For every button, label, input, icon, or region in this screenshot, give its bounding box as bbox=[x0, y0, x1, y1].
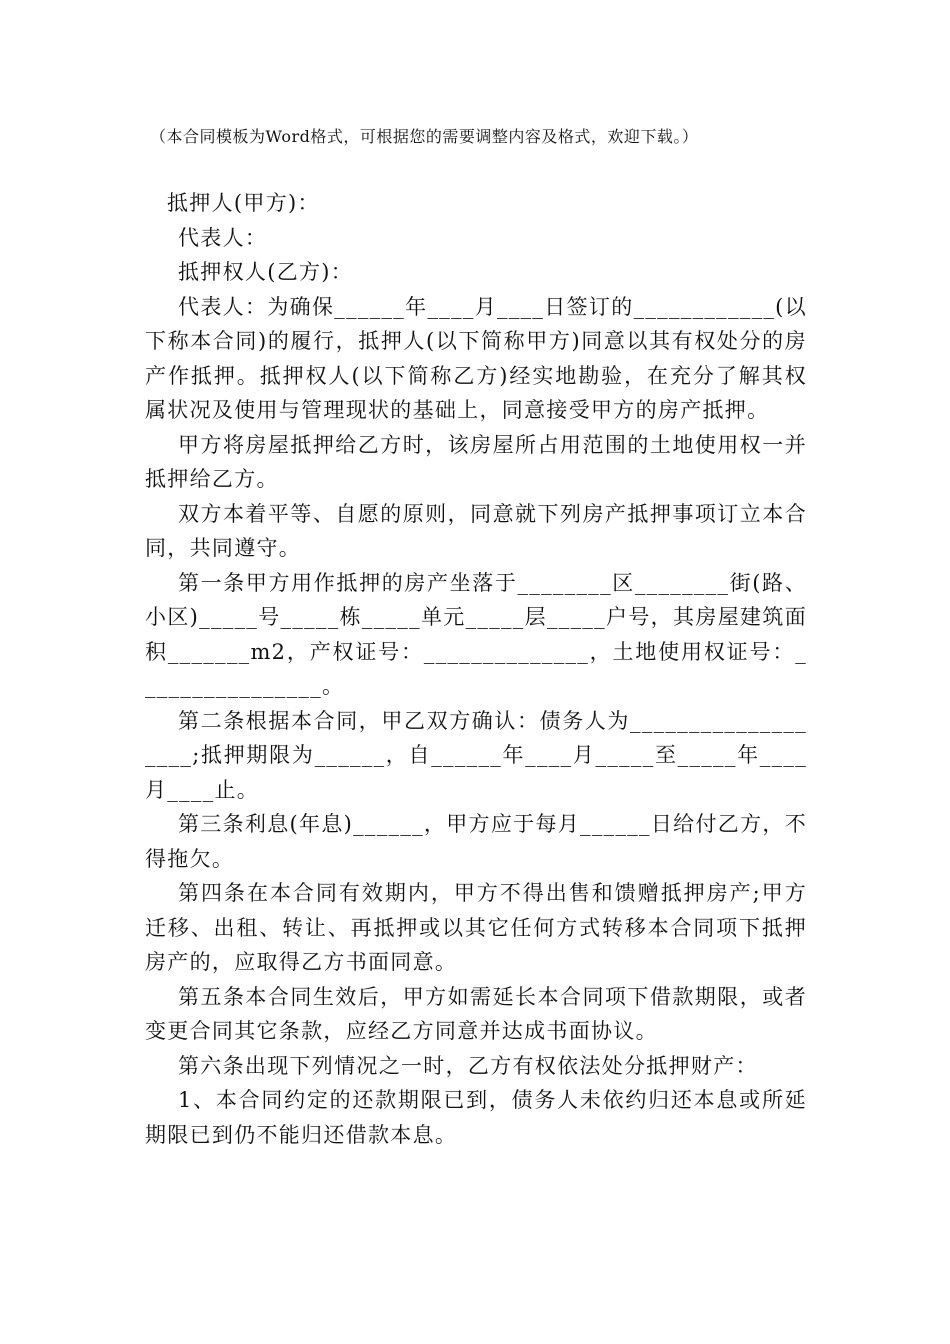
land-use-paragraph: 甲方将房屋抵押给乙方时，该房屋所占用范围的土地使用权一并抵押给乙方。 bbox=[145, 432, 807, 491]
mortgagee-line: 抵押权人(乙方)： bbox=[178, 260, 354, 284]
article-2: 第二条根据本合同，甲乙双方确认：债务人为___________________;抵押期限为______，自______年____月_____至_____年____月____止。 bbox=[145, 708, 807, 802]
principle-paragraph: 双方本着平等、自愿的原则，同意就下列房产抵押事项订立本合同，共同遵守。 bbox=[145, 501, 807, 560]
article-5: 第五条本合同生效后，甲方如需延长本合同项下借款期限，或者变更合同其它条款，应经乙方同意并达成书面协议。 bbox=[145, 984, 807, 1043]
contract-body bbox=[145, 186, 807, 1152]
representative-line-a: 代表人： bbox=[178, 225, 268, 250]
article-3: 第三条利息(年息)______，甲方应于每月______日给付乙方，不得拖欠。 bbox=[145, 812, 807, 871]
article-6-item-1: 1、本合同约定的还款期限已到，债务人未依约归还本息或所延期限已到仍不能归还借款本息。 bbox=[145, 1088, 807, 1147]
preamble-paragraph: 代表人：为确保______年____月____日签订的____________(以下称本合同)的履行，抵押人(以下简称甲方)同意以其有权处分的房产作抵押。抵押权人(以下简称乙方)经实地勘验，在充分了解其权属状况及使用与管理现状的基础上，同意接受甲方的房产抵押。 bbox=[145, 294, 807, 422]
article-4: 第四条在本合同有效期内，甲方不得出售和馈赠抵押房产;甲方迁移、出租、转让、再抵押或以其它任何方式转移本合同项下抵押房产的，应取得乙方书面同意。 bbox=[145, 881, 807, 974]
mortgagor-line: 抵押人(甲方)： bbox=[167, 191, 320, 215]
article-6: 第六条出现下列情况之一时，乙方有权依法处分抵押财产： bbox=[178, 1053, 758, 1078]
template-note: （本合同模板为Word格式，可根据您的需要调整内容及格式，欢迎下载。） bbox=[150, 127, 699, 146]
article-1: 第一条甲方用作抵押的房产坐落于________区________街(路、小区)_____号_____栋_____单元_____层_____户号，其房屋建筑面积_______m2，产权证号：______________，土地使用权证号：________________。 bbox=[145, 570, 807, 698]
